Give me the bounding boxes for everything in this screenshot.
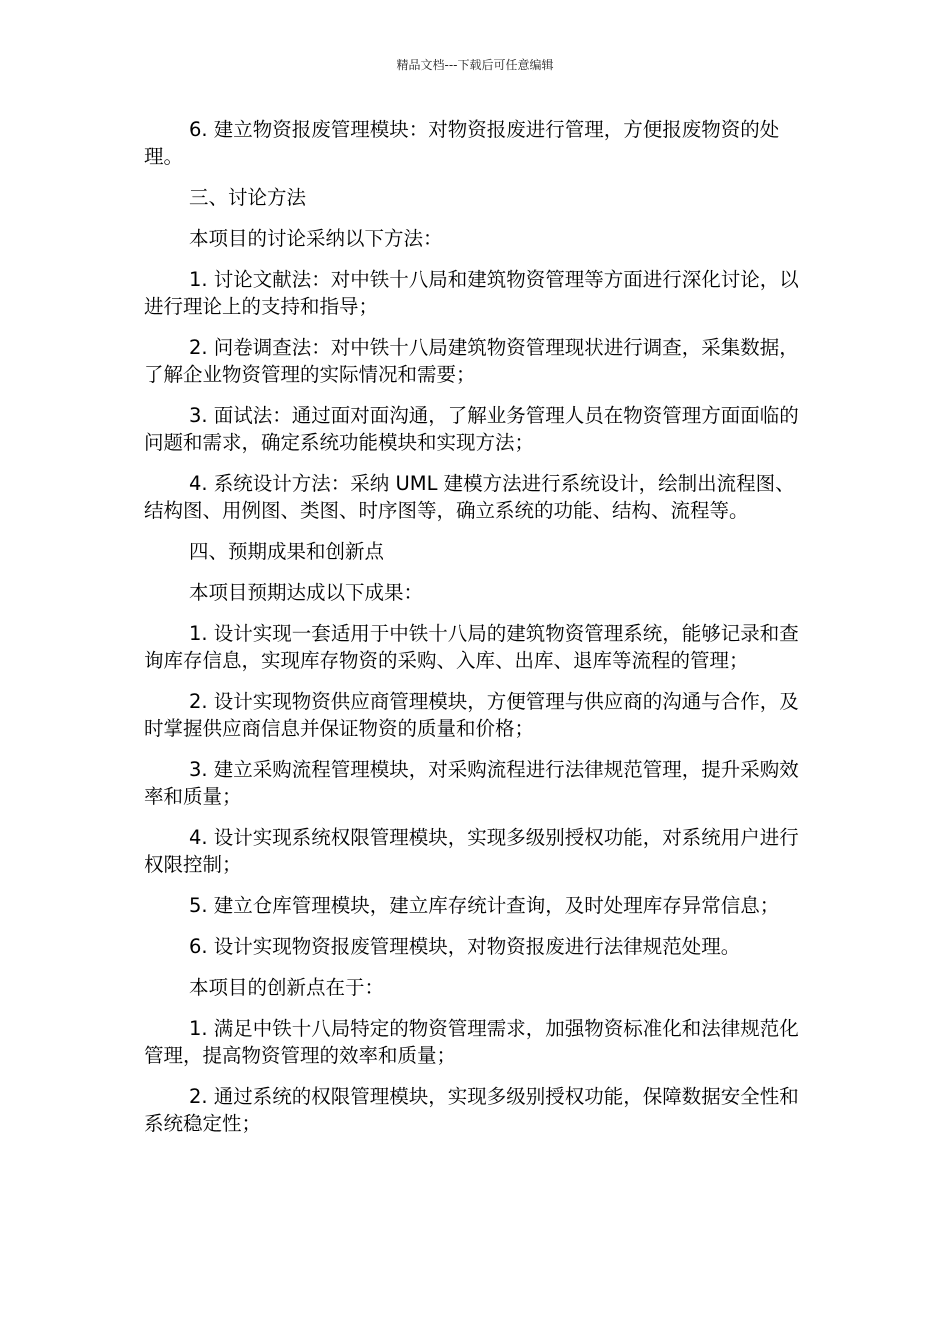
paragraph-method-system-design: 4. 系统设计方法：采纳 UML 建模方法进行系统设计，绘制出流程图、结构图、用例图、类图、时序图等，确立系统的功能、结构、流程等。 [144,472,795,522]
section-heading-methods: 三、讨论方法 [189,186,307,209]
paragraph-outcome-5: 5. 建立仓库管理模块，建立库存统计查询，及时处理库存异常信息； [189,894,780,917]
paragraph-method-survey: 2. 问卷调查法：对中铁十八局建筑物资管理现状进行调查，采集数据，了解企业物资管理的实际情况和需要； [144,336,799,386]
paragraph-outcome-1: 1. 设计实现一套适用于中铁十八局的建筑物资管理系统，能够记录和查询库存信息，实现库存物资的采购、入库、出库、退库等流程的管理； [144,622,799,672]
paragraph-outcomes-intro: 本项目预期达成以下成果： [189,581,424,604]
paragraph-innovation-1: 1. 满足中铁十八局特定的物资管理需求，加强物资标准化和法律规范化管理，提高物资管理的效率和质量； [144,1017,799,1067]
document-body [144,116,808,1151]
paragraph-method-literature: 1. 讨论文献法：对中铁十八局和建筑物资管理等方面进行深化讨论，以进行理论上的支持和指导； [144,268,799,318]
page-header: 精品文档---下载后可任意编辑 [396,58,554,72]
paragraph-scrap-module: 6. 建立物资报废管理模块：对物资报废进行管理，方便报废物资的处理。 [144,118,780,168]
paragraph-methods-intro: 本项目的讨论采纳以下方法： [189,227,443,250]
paragraph-innovation-2: 2. 通过系统的权限管理模块，实现多级别授权功能，保障数据安全性和系统稳定性； [144,1085,799,1135]
paragraph-outcome-6: 6. 设计实现物资报废管理模块，对物资报废进行法律规范处理。 [189,935,741,958]
paragraph-innovations-intro: 本项目的创新点在于： [189,976,385,999]
paragraph-method-interview: 3. 面试法：通过面对面沟通，了解业务管理人员在物资管理方面面临的问题和需求，确定系统功能模块和实现方法； [144,404,799,454]
paragraph-outcome-2: 2. 设计实现物资供应商管理模块，方便管理与供应商的沟通与合作，及时掌握供应商信息并保证物资的质量和价格； [144,690,799,740]
section-heading-outcomes: 四、预期成果和创新点 [189,540,385,563]
paragraph-outcome-4: 4. 设计实现系统权限管理模块，实现多级别授权功能，对系统用户进行权限控制； [144,826,799,876]
paragraph-outcome-3: 3. 建立采购流程管理模块，对采购流程进行法律规范管理，提升采购效率和质量； [144,758,799,808]
